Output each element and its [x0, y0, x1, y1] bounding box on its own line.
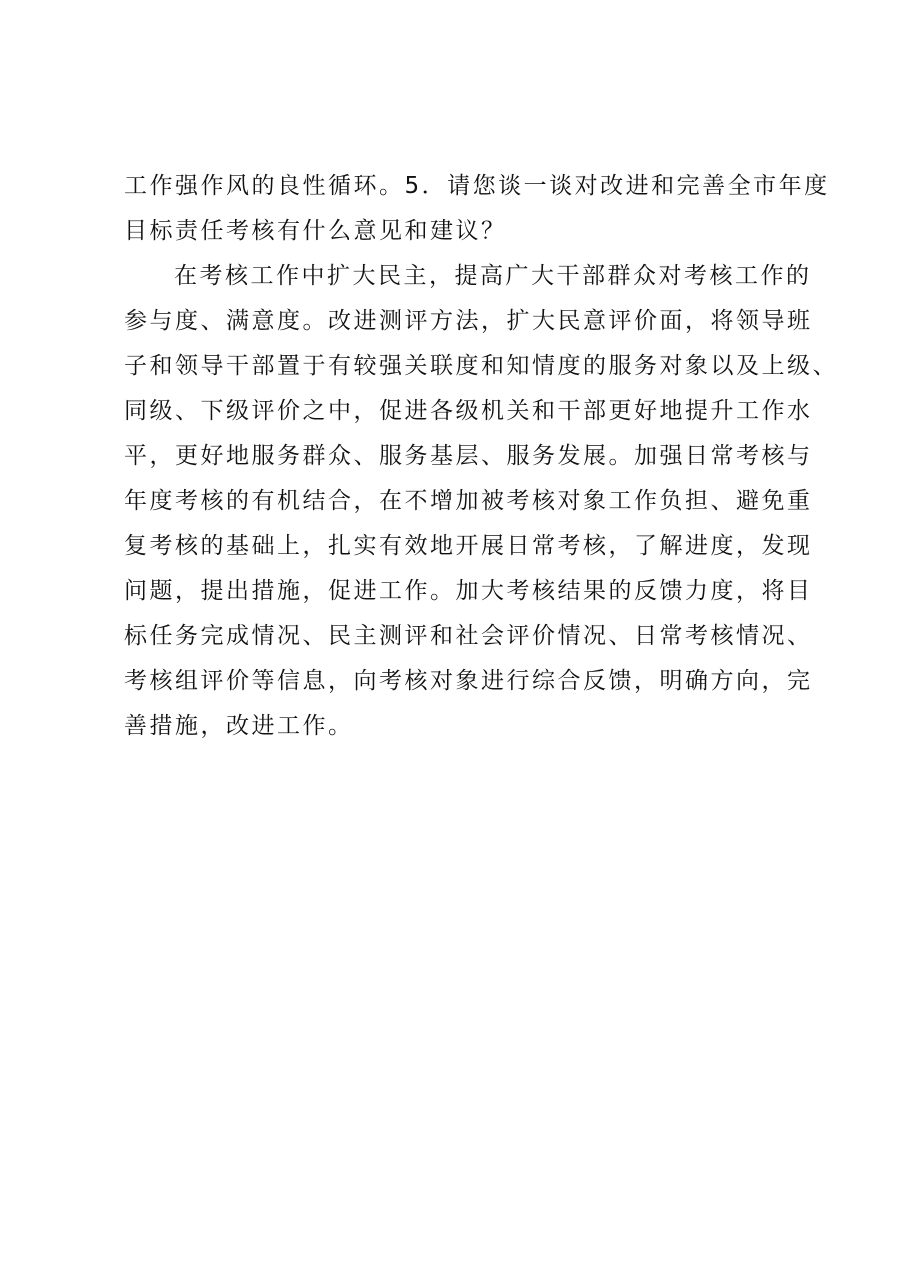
text-line: 平，更好地服务群众、服务基层、服务发展。加强日常考核与: [124, 443, 813, 469]
text-line: 子和领导干部置于有较强关联度和知情度的服务对象以及上级、: [124, 353, 838, 379]
paragraph-first-line: 在考核工作中扩大民主，提高广大干部群众对考核工作的: [174, 263, 812, 289]
text-line: 参与度、满意度。改进测评方法，扩大民意评价面，将领导班: [124, 308, 813, 334]
text-line: 考核组评价等信息，向考核对象进行综合反馈，明确方向，完: [124, 668, 813, 694]
text-line: 标任务完成情况、民主测评和社会评价情况、日常考核情况、: [124, 623, 813, 649]
text-line: 复考核的基础上，扎实有效地开展日常考核，了解进度，发现: [124, 533, 813, 559]
text-line: 年度考核的有机结合，在不增加被考核对象工作负担、避免重: [124, 488, 813, 514]
text-line: 问题，提出措施，促进工作。加大考核结果的反馈力度，将目: [124, 578, 813, 604]
text-line: 工作强作风的良性循环。5．请您谈一谈对改进和完善全市年度: [124, 173, 830, 199]
body-text: [124, 164, 838, 749]
text-line: 同级、下级评价之中，促进各级机关和干部更好地提升工作水: [124, 398, 813, 424]
text-line: 目标责任考核有什么意见和建议？: [124, 218, 507, 244]
text-line: 善措施，改进工作。: [124, 713, 354, 739]
